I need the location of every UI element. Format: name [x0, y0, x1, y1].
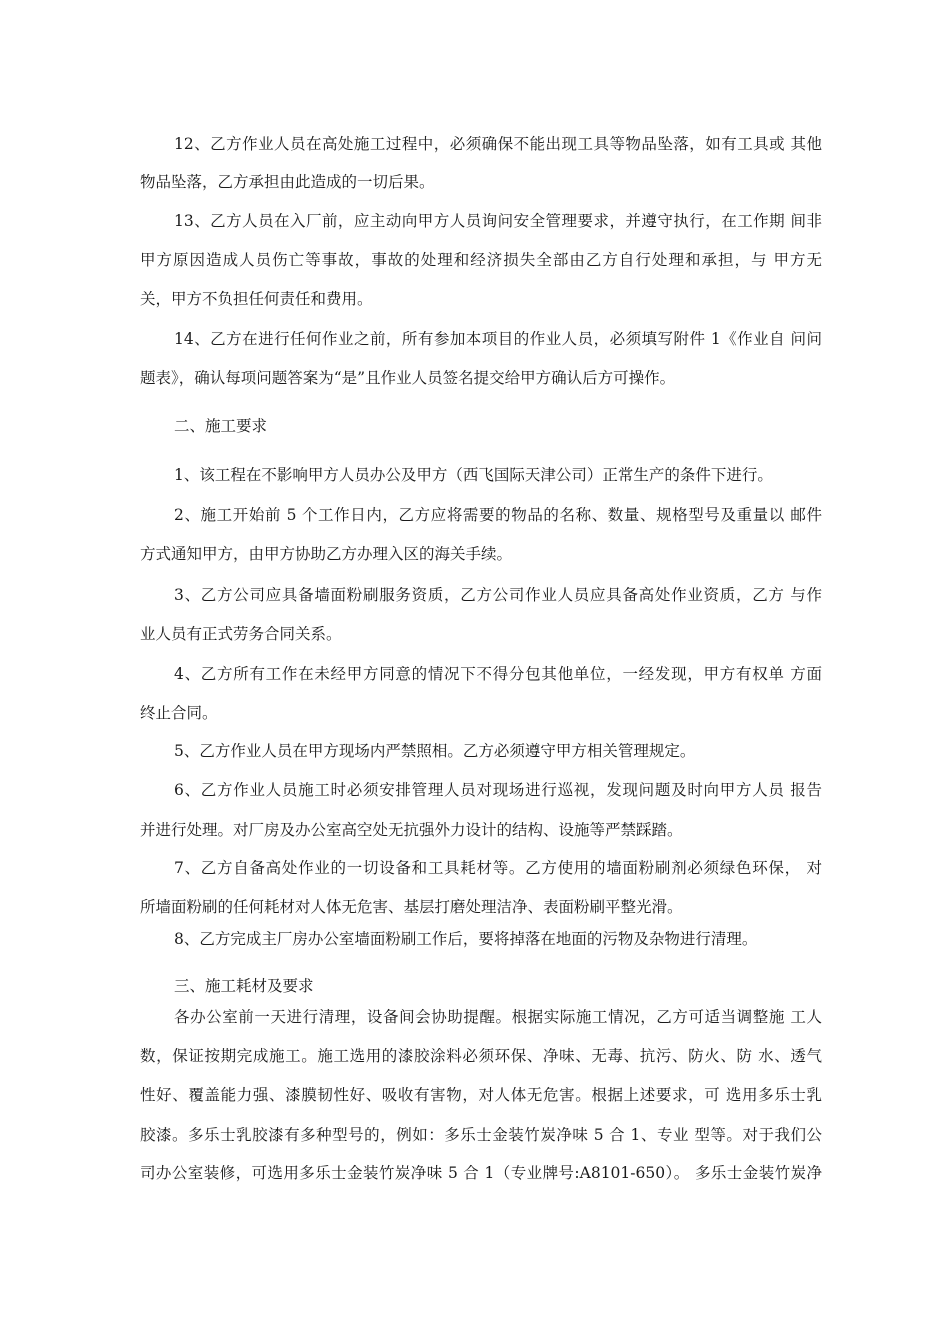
requirement-4-line-2: 终止合同。 [140, 704, 218, 722]
section-2-heading: 二、施工要求 [174, 417, 268, 435]
clause-12-line-2: 物品坠落，乙方承担由此造成的一切后果。 [140, 173, 435, 191]
requirement-6-line-1: 6、乙方作业人员施工时必须安排管理人员对现场进行巡视，发现问题及时向甲方人员 报告 [174, 781, 822, 799]
clause-12-line-1: 12、乙方作业人员在高处施工过程中，必须确保不能出现工具等物品坠落，如有工具或 其他 [174, 135, 822, 153]
clause-13-line-3: 关，甲方不负担任何责任和费用。 [140, 290, 373, 308]
requirement-3-line-2: 业人员有正式劳务合同关系。 [140, 625, 342, 643]
requirement-5-line-1: 5、乙方作业人员在甲方现场内严禁照相。乙方必须遵守甲方相关管理规定。 [174, 742, 696, 760]
clause-13-line-2: 甲方原因造成人员伤亡等事故，事故的处理和经济损失全部由乙方自行处理和承担，与 甲方无 [140, 251, 822, 269]
requirement-3-line-1: 3、乙方公司应具备墙面粉刷服务资质，乙方公司作业人员应具备高处作业资质，乙方 与作 [174, 586, 822, 604]
materials-para-line-4: 胶漆。多乐士乳胶漆有多种型号的，例如：多乐士金装竹炭净味 5 合 1、专业 型等。对于我们公 [140, 1126, 822, 1144]
requirement-8-line-1: 8、乙方完成主厂房办公室墙面粉刷工作后，要将掉落在地面的污物及杂物进行清理。 [174, 930, 758, 948]
requirement-7-line-2: 所墙面粉刷的任何耗材对人体无危害、基层打磨处理洁净、表面粉刷平整光滑。 [140, 898, 683, 916]
requirement-6-line-2: 并进行处理。对厂房及办公室高空处无抗强外力设计的结构、设施等严禁踩踏。 [140, 821, 683, 839]
requirement-1-line-1: 1、该工程在不影响甲方人员办公及甲方（西飞国际天津公司）正常生产的条件下进行。 [174, 466, 773, 484]
requirement-7-line-1: 7、乙方自备高处作业的一切设备和工具耗材等。乙方使用的墙面粉刷剂必须绿色环保， 对 [174, 859, 822, 877]
clause-13-line-1: 13、乙方人员在入厂前，应主动向甲方人员询问安全管理要求，并遵守执行，在工作期 间非 [174, 212, 822, 230]
materials-para-line-5: 司办公室装修，可选用多乐士金装竹炭净味 5 合 1（专业牌号:A8101-650）。 多乐士金装竹炭净 [140, 1164, 822, 1182]
section-3-heading: 三、施工耗材及要求 [174, 977, 314, 995]
requirement-2-line-1: 2、施工开始前 5 个工作日内，乙方应将需要的物品的名称、数量、规格型号及重量以 邮件 [174, 506, 822, 524]
requirement-4-line-1: 4、乙方所有工作在未经甲方同意的情况下不得分包其他单位，一经发现，甲方有权单 方面 [174, 665, 822, 683]
materials-para-line-2: 数，保证按期完成施工。施工选用的漆胶涂料必须环保、净味、无毒、抗污、防火、防 水、透气 [140, 1047, 822, 1065]
materials-para-line-3: 性好、覆盖能力强、漆膜韧性好、吸收有害物，对人体无危害。根据上述要求，可 选用多乐士乳 [140, 1086, 822, 1104]
clause-14-line-2: 题表》，确认每项问题答案为“是”且作业人员签名提交给甲方确认后方可操作。 [140, 369, 676, 387]
materials-para-line-1: 各办公室前一天进行清理，设备间会协助提醒。根据实际施工情况，乙方可适当调整施 工人 [174, 1008, 822, 1026]
requirement-2-line-2: 方式通知甲方，由甲方协助乙方办理入区的海关手续。 [140, 545, 513, 563]
clause-14-line-1: 14、乙方在进行任何作业之前，所有参加本项目的作业人员，必须填写附件 1《作业自 问问 [174, 330, 822, 348]
